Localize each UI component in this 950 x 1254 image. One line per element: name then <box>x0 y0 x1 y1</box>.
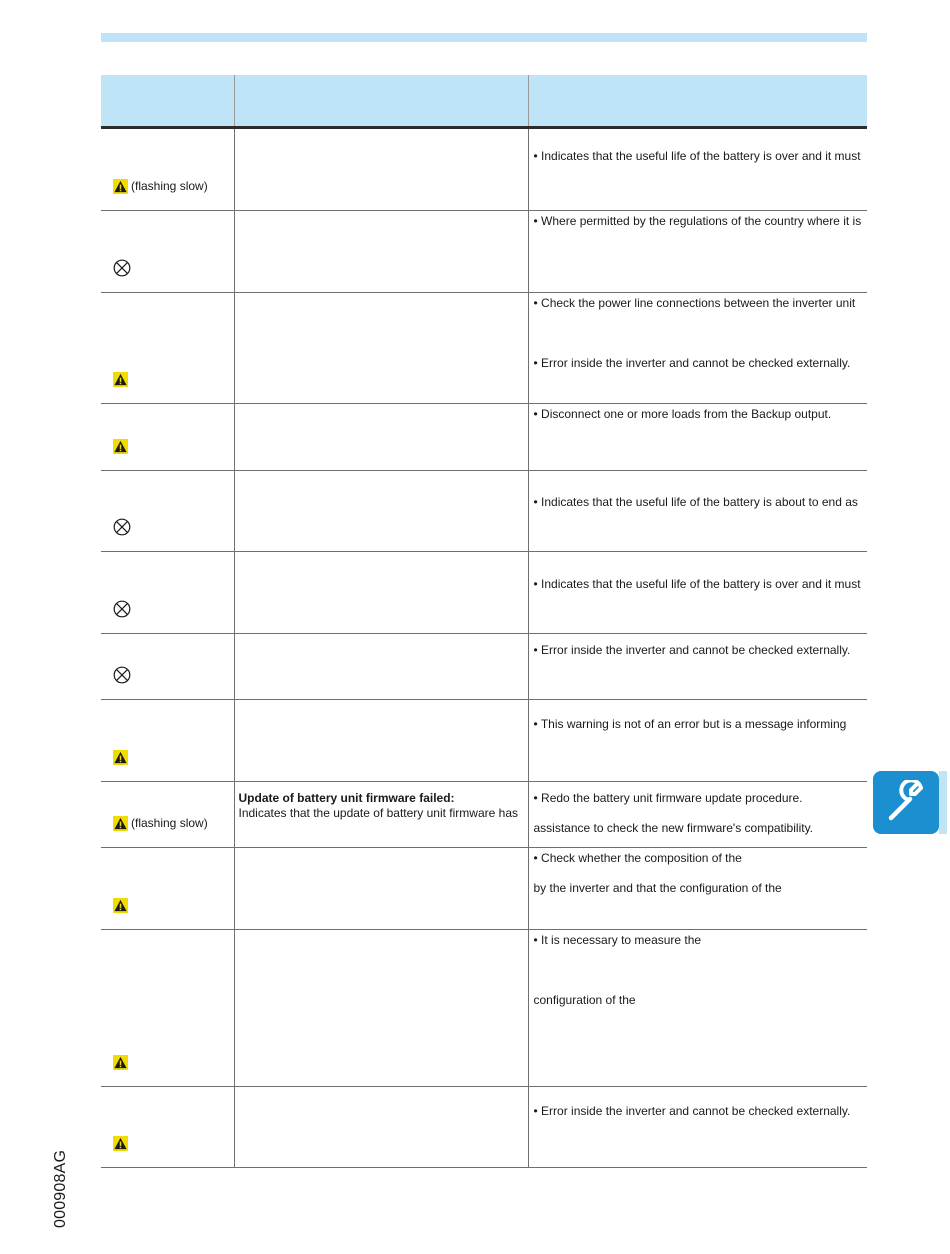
error-title: Update of battery unit firmware failed: <box>238 791 455 805</box>
led-indicator <box>113 439 128 454</box>
warning-triangle-icon <box>113 372 128 387</box>
led-off-icon <box>113 259 131 277</box>
led-indicator <box>113 666 131 684</box>
solution-cell <box>528 700 867 782</box>
header-cell-description <box>234 75 528 128</box>
led-state-label: (flashing slow) <box>131 816 208 830</box>
solution-cell <box>528 782 867 848</box>
description-cell <box>234 634 528 700</box>
table-row <box>101 211 867 293</box>
led-indicator <box>113 518 131 536</box>
solution-text: configuration of the <box>533 993 636 1007</box>
solution-text: • Where permitted by the regulations of the country where it is <box>533 214 862 228</box>
description-cell <box>234 552 528 634</box>
solution-text: • Indicates that the useful life of the battery is over and it must <box>533 577 861 591</box>
solution-cell <box>528 471 867 552</box>
solution-cell <box>528 634 867 700</box>
led-indicator <box>113 816 208 831</box>
led-status-cell <box>101 128 234 211</box>
table-row <box>101 128 867 211</box>
solution-text: • Error inside the inverter and cannot be checked externally. <box>533 643 851 657</box>
error-code-table <box>101 75 867 1168</box>
led-off-icon <box>113 600 131 618</box>
table-row <box>101 782 867 848</box>
warning-triangle-icon <box>113 179 128 194</box>
solution-text: • Indicates that the useful life of the battery is over and it must <box>533 149 861 163</box>
warning-triangle-icon <box>113 439 128 454</box>
table-row <box>101 634 867 700</box>
top-color-band <box>101 33 867 42</box>
led-status-cell <box>101 293 234 404</box>
table-row <box>101 930 867 1087</box>
led-off-icon <box>113 518 131 536</box>
led-status-cell <box>101 471 234 552</box>
solution-text: • Indicates that the useful life of the battery is about to end as <box>533 495 858 509</box>
description-cell <box>234 848 528 930</box>
description-cell <box>234 930 528 1087</box>
led-status-cell <box>101 782 234 848</box>
description-cell <box>234 1087 528 1168</box>
led-status-cell <box>101 552 234 634</box>
table-row <box>101 293 867 404</box>
table-row <box>101 1087 867 1168</box>
solution-cell <box>528 128 867 211</box>
solution-cell <box>528 552 867 634</box>
table-row <box>101 471 867 552</box>
warning-triangle-icon <box>113 816 128 831</box>
description-cell <box>234 471 528 552</box>
maintenance-section-tab[interactable] <box>873 771 939 834</box>
led-state-label: (flashing slow) <box>131 179 208 193</box>
led-indicator <box>113 1136 128 1151</box>
led-indicator <box>113 1055 128 1070</box>
solution-cell <box>528 1087 867 1168</box>
description-cell <box>234 700 528 782</box>
solution-cell <box>528 848 867 930</box>
side-tab-strip <box>939 771 947 834</box>
solution-text: • It is necessary to measure the <box>533 933 702 947</box>
solution-text: • Error inside the inverter and cannot be checked externally. <box>533 356 851 370</box>
table-row <box>101 552 867 634</box>
led-indicator <box>113 179 208 194</box>
solution-cell <box>528 293 867 404</box>
solution-cell <box>528 930 867 1087</box>
wrench-icon <box>883 780 929 826</box>
warning-triangle-icon <box>113 898 128 913</box>
led-status-cell <box>101 848 234 930</box>
description-cell <box>234 128 528 211</box>
description-cell <box>234 404 528 471</box>
table-row <box>101 404 867 471</box>
led-status-cell <box>101 404 234 471</box>
led-status-cell <box>101 211 234 293</box>
warning-triangle-icon <box>113 1136 128 1151</box>
led-indicator <box>113 600 131 618</box>
led-off-icon <box>113 666 131 684</box>
led-status-cell <box>101 700 234 782</box>
solution-text: assistance to check the new firmware's compatibility. <box>533 821 814 835</box>
description-cell <box>234 782 528 848</box>
solution-text: • This warning is not of an error but is a message informing <box>533 717 847 731</box>
description-cell <box>234 211 528 293</box>
table-header-row <box>101 75 867 128</box>
error-description: Indicates that the update of battery unit firmware has <box>238 806 518 820</box>
solution-text: by the inverter and that the configuration of the <box>533 881 782 895</box>
header-cell-led <box>101 75 234 128</box>
solution-cell <box>528 404 867 471</box>
solution-text: • Redo the battery unit firmware update procedure. <box>533 791 803 805</box>
solution-text: • Disconnect one or more loads from the Backup output. <box>533 407 832 421</box>
led-indicator <box>113 750 128 765</box>
table-row <box>101 700 867 782</box>
led-status-cell <box>101 1087 234 1168</box>
solution-cell <box>528 211 867 293</box>
solution-text: • Check the power line connections between the inverter unit <box>533 296 856 310</box>
warning-triangle-icon <box>113 1055 128 1070</box>
led-status-cell <box>101 930 234 1087</box>
document-code: 000908AG <box>52 1149 69 1228</box>
solution-text: • Error inside the inverter and cannot be checked externally. <box>533 1104 851 1118</box>
warning-triangle-icon <box>113 750 128 765</box>
description-cell <box>234 293 528 404</box>
led-status-cell <box>101 634 234 700</box>
solution-text: • Check whether the composition of the <box>533 851 742 865</box>
table-row <box>101 848 867 930</box>
led-indicator <box>113 898 128 913</box>
led-indicator <box>113 372 128 387</box>
led-indicator <box>113 259 131 277</box>
header-cell-solution <box>528 75 867 128</box>
